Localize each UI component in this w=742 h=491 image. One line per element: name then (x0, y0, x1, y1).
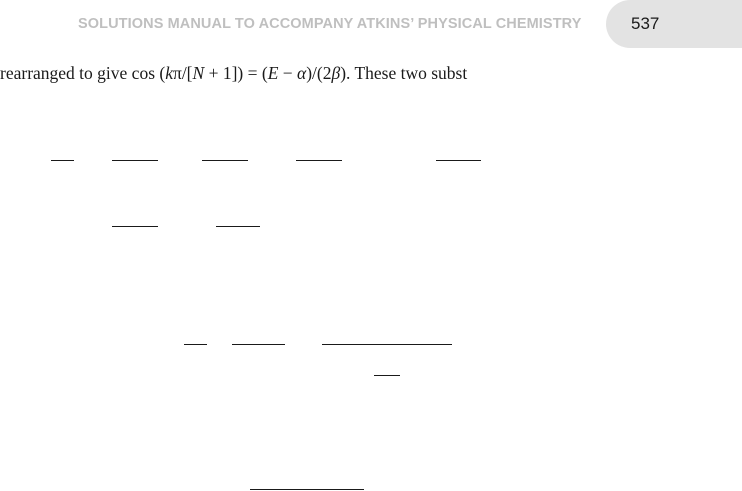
page-number-tab (606, 0, 742, 48)
fraction-bar (232, 344, 285, 345)
eq-end: ). (340, 63, 351, 83)
eq-N: N (192, 63, 205, 83)
eq-minus: − (278, 63, 298, 83)
fraction-bar (322, 344, 452, 345)
fraction-bar (216, 226, 260, 227)
eq-k: k (165, 63, 173, 83)
fraction-bar (436, 160, 481, 161)
fraction-bar (374, 375, 400, 376)
inline-equation (132, 63, 351, 83)
body-text-lead: rearranged to give (0, 63, 132, 83)
eq-cos: cos (131, 63, 155, 83)
eq-close-over-two: )/(2 (306, 63, 332, 83)
fraction-bar (112, 226, 158, 227)
running-head-title: SOLUTIONS MANUAL TO ACCOMPANY ATKINS’ PHYSICAL CHEMISTRY (78, 16, 582, 32)
fraction-bar (250, 489, 364, 490)
body-text-trail: These two subst (350, 63, 468, 83)
eq-open: ( (155, 63, 166, 83)
eq-E: E (267, 63, 279, 83)
body-text-line (0, 63, 467, 84)
eq-alpha: α (297, 63, 307, 83)
fraction-bar (184, 344, 207, 345)
eq-beta: β (331, 63, 341, 83)
fraction-bar (51, 160, 74, 161)
eq-plus-one: + 1]) = ( (204, 63, 268, 83)
fraction-bar (112, 160, 158, 161)
page-number: 537 (631, 14, 660, 33)
running-head (0, 0, 742, 48)
fraction-bar (202, 160, 248, 161)
fraction-bar (296, 160, 342, 161)
eq-pi-over: π/[ (172, 63, 193, 83)
